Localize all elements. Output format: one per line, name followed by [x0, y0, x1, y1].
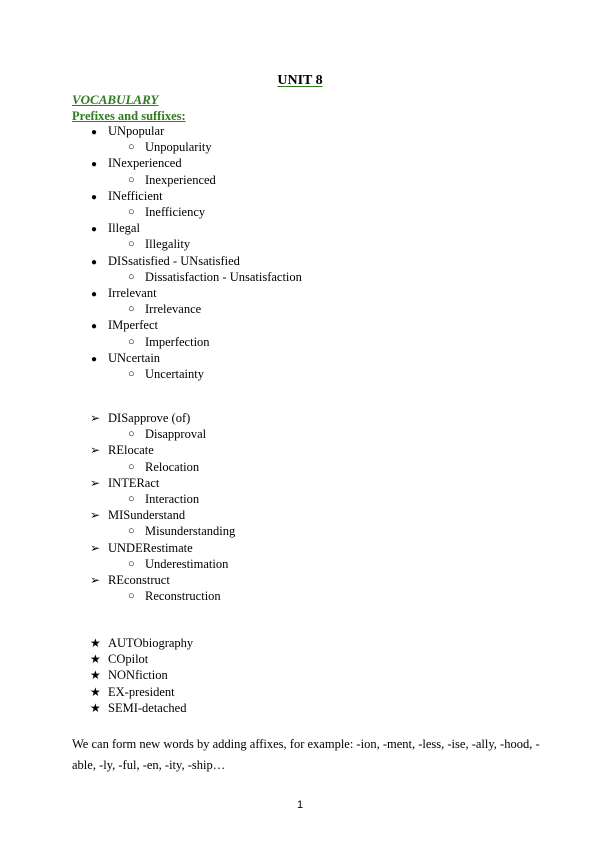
- derived-word-item: Unpopularity: [145, 140, 212, 155]
- arrow-marker: ➢: [90, 540, 101, 555]
- page-number: 1: [296, 799, 304, 811]
- arrow-marker: ➢: [90, 411, 101, 425]
- sub-bullet-marker: ○: [128, 368, 135, 380]
- section-title: VOCABULARY: [72, 92, 159, 107]
- paragraph-line-2: able, -ly, -ful, -en, -ity, -ship…: [72, 758, 226, 772]
- sub-bullet-marker: ○: [128, 238, 135, 251]
- paragraph-line-1: We can form new words by adding affixes, for example: -ion, -ment, -less, -ise, -ally, -hood, -: [72, 737, 540, 751]
- word-item: IMperfect: [108, 318, 158, 333]
- affix-paragraph: [72, 734, 540, 776]
- arrow-marker: ➢: [90, 443, 101, 458]
- arrow-marker: ➢: [90, 475, 101, 490]
- word-item: EX-president: [108, 684, 175, 699]
- star-marker: ★: [90, 684, 101, 699]
- derived-word-item: Interaction: [145, 492, 200, 506]
- sub-bullet-marker: ○: [128, 557, 135, 570]
- word-item: DISsatisfied - UNsatisfied: [108, 253, 240, 268]
- derived-word-item: Dissatisfaction - Unsatisfaction: [145, 269, 302, 284]
- sub-bullet-marker: ○: [128, 335, 135, 348]
- derived-word-item: Relocation: [145, 459, 200, 474]
- derived-word-item: Uncertainty: [145, 367, 205, 381]
- word-item: SEMI-detached: [108, 700, 187, 715]
- derived-word-item: Inefficiency: [145, 205, 206, 219]
- word-item: DISapprove (of): [108, 411, 191, 425]
- word-item: MISunderstand: [108, 508, 186, 523]
- arrow-marker: ➢: [90, 573, 101, 587]
- sub-bullet-marker: ○: [128, 460, 135, 473]
- sub-bullet-marker: ○: [128, 141, 135, 154]
- derived-word-item: Inexperienced: [145, 172, 216, 187]
- bullet-marker: ●: [91, 321, 98, 333]
- derived-word-item: Disapproval: [145, 427, 207, 442]
- bullet-marker: ●: [91, 191, 98, 203]
- bullet-marker: ●: [91, 127, 98, 138]
- unit-title: UNIT 8: [277, 73, 323, 88]
- word-item: NONfiction: [108, 668, 168, 683]
- star-marker: ★: [90, 668, 101, 683]
- sub-bullet-marker: ○: [128, 590, 135, 603]
- sub-bullet-marker: ○: [128, 206, 135, 218]
- bullet-marker: ●: [91, 159, 98, 171]
- word-item: COpilot: [108, 652, 149, 667]
- sub-bullet-marker: ○: [128, 525, 135, 538]
- sub-bullet-marker: ○: [128, 493, 135, 505]
- derived-word-item: Irrelevance: [145, 302, 202, 317]
- sub-bullet-marker: ○: [128, 428, 135, 441]
- word-item: Irrelevant: [108, 286, 157, 300]
- derived-word-item: Misunderstanding: [145, 524, 236, 539]
- sub-bullet-marker: ○: [128, 270, 135, 283]
- word-item: UNDERestimate: [108, 540, 193, 555]
- star-marker: ★: [90, 636, 101, 650]
- derived-word-item: Underestimation: [145, 556, 229, 571]
- bullet-marker: ●: [91, 224, 98, 236]
- arrow-marker: ➢: [90, 508, 101, 523]
- word-item: RElocate: [108, 443, 154, 458]
- word-item: UNcertain: [108, 350, 161, 365]
- word-item: INefficient: [108, 188, 163, 203]
- bullet-marker: ●: [91, 256, 98, 268]
- word-item: Illegal: [108, 221, 140, 236]
- sub-bullet-marker: ○: [128, 173, 135, 186]
- word-item: AUTObiography: [108, 636, 194, 650]
- bullet-marker: ●: [91, 353, 98, 365]
- sub-bullet-marker: ○: [128, 303, 135, 316]
- bullet-marker: ●: [91, 289, 98, 300]
- star-marker: ★: [90, 700, 101, 715]
- derived-word-item: Illegality: [145, 237, 191, 252]
- word-item: INexperienced: [108, 156, 182, 171]
- word-item: INTERact: [108, 475, 160, 490]
- derived-word-item: Reconstruction: [145, 589, 221, 604]
- subheading: Prefixes and suffixes:: [72, 109, 186, 123]
- word-item: UNpopular: [108, 124, 165, 138]
- word-item: REconstruct: [108, 573, 170, 587]
- star-marker: ★: [90, 652, 101, 667]
- derived-word-item: Imperfection: [145, 334, 210, 349]
